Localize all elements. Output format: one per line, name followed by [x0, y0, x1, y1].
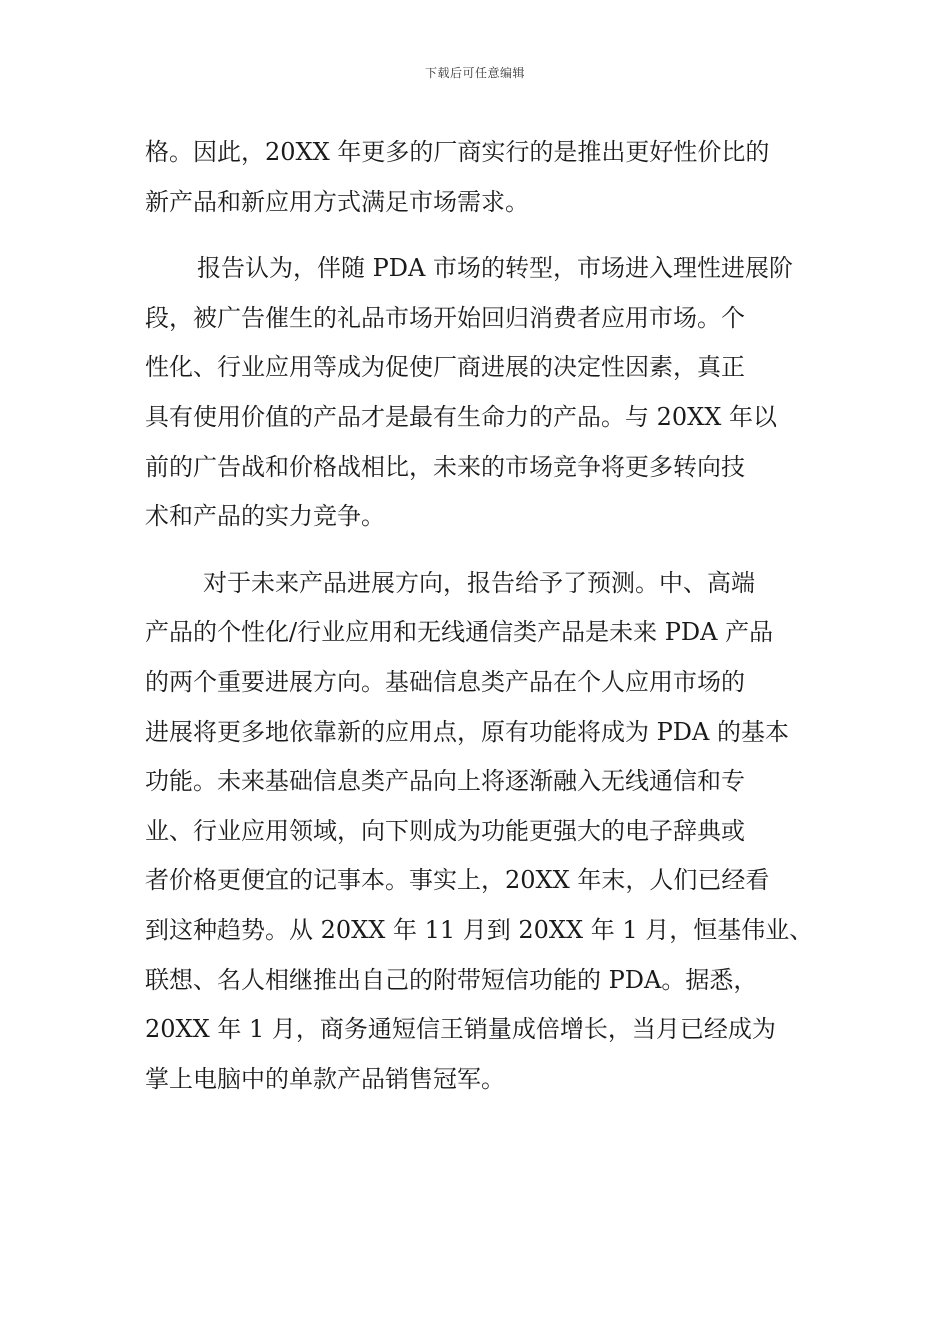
- text-line: 具有使用价值的产品才是最有生命力的产品。与 20XX 年以: [145, 402, 777, 431]
- text-line: 新产品和新应用方式满足市场需求。: [145, 187, 529, 216]
- text-line: 业、行业应用领域，向下则成为功能更强大的电子辞典或: [145, 816, 745, 845]
- text-line: 段，被广告催生的礼品市场开始回归消费者应用市场。个: [145, 303, 745, 332]
- text-line: 到这种趋势。从 20XX 年 11 月到 20XX 年 1 月，恒基伟业、: [145, 915, 814, 944]
- text-line: 进展将更多地依靠新的应用点，原有功能将成为 PDA 的基本: [145, 717, 789, 746]
- text-line: 产品的个性化/行业应用和无线通信类产品是未来 PDA 产品: [145, 618, 774, 647]
- page-header: 下载后可任意编辑: [424, 66, 525, 80]
- text-line: 前的广告战和价格战相比，未来的市场竞争将更多转向技: [145, 452, 745, 481]
- text-line: 格。因此，20XX 年更多的厂商实行的是推出更好性价比的: [145, 138, 770, 166]
- text-line: 性化、行业应用等成为促使厂商进展的决定性因素，真正: [145, 353, 745, 382]
- text-line: 者价格更便宜的记事本。事实上，20XX 年末，人们已经看: [145, 866, 770, 895]
- text-line: 对于未来产品进展方向，报告给予了预测。中、高端: [203, 568, 755, 597]
- paragraph: [145, 244, 807, 542]
- text-line: 功能。未来基础信息类产品向上将逐渐融入无线通信和专: [145, 767, 745, 796]
- text-line: 20XX 年 1 月，商务通短信王销量成倍增长，当月已经成为: [145, 1015, 776, 1044]
- text-line: 报告认为，伴随 PDA 市场的转型，市场进入理性进展阶: [197, 254, 793, 283]
- text-line: 术和产品的实力竞争。: [145, 502, 385, 531]
- text-line: 联想、名人相继推出自己的附带短信功能的 PDA。据悉，: [145, 965, 758, 994]
- paragraph: [145, 128, 807, 227]
- document-body: [145, 128, 814, 1104]
- paragraph: [145, 559, 814, 1105]
- text-line: 掌上电脑中的单款产品销售冠军。: [145, 1064, 505, 1093]
- text-line: 的两个重要进展方向。基础信息类产品在个人应用市场的: [145, 667, 745, 696]
